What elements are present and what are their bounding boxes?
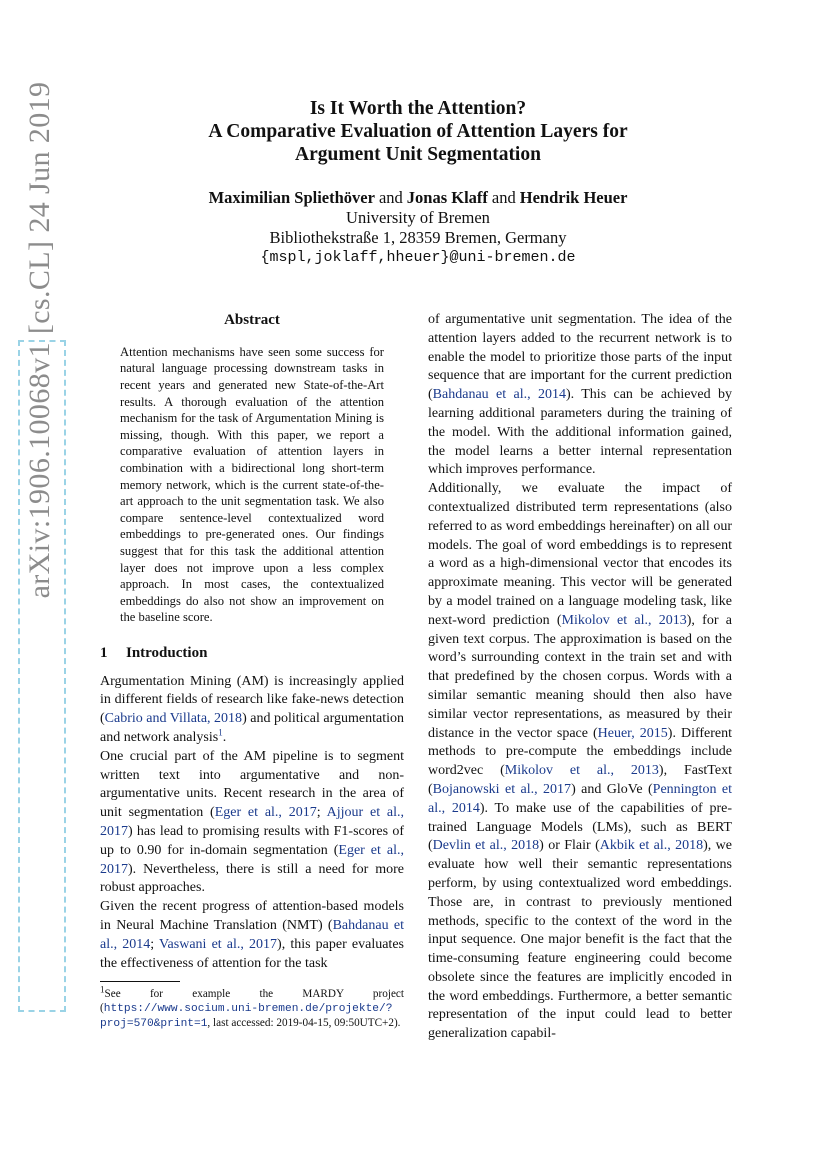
text-run: ), this paper evaluates the effectiveness of attention for the task xyxy=(100,936,404,971)
citation-link[interactable]: Bahdanau et al., 2014 xyxy=(100,918,404,952)
affiliation: University of Bremen xyxy=(346,208,490,227)
title-line-2: A Comparative Evaluation of Attention Layers for xyxy=(208,121,628,142)
text-run: Argumentation Mining (AM) is increasingly applied in different fields of research like fake-news detection ( xyxy=(100,673,404,727)
text-run: ), for a given text corpus. The approximation is based on the word’s surrounding context in the train set and with that predefined by the chosen corpus. Words with a similar semantic meaning should then also have similar vector representations, as measured by their distance in the vector space ( xyxy=(428,612,732,741)
text-run: of argumentative unit segmentation. The idea of the attention layers added to the recurrent network is to enable the model to prioritize those parts of the input sequence that are important for the current prediction ( xyxy=(428,312,732,403)
title-line-1: Is It Worth the Attention? xyxy=(309,98,527,119)
author-names xyxy=(100,188,736,208)
footnote-number: 1 xyxy=(100,984,105,995)
text-run: ) and GloVe ( xyxy=(571,781,653,797)
citation-link[interactable]: Eger et al., 2017 xyxy=(100,842,404,877)
text-run: ; xyxy=(150,936,159,952)
text-run: Additionally, we evaluate the impact of contextualized distributed term representations (also referred to as word embeddings hereinafter) on all our models. The goal of word embeddings is to represent a word as a high-dimensional vector that encodes its approximate meaning. This vector will be generated by a model trained on a language modeling task, like next-word prediction ( xyxy=(428,481,732,628)
citation-link[interactable]: Mikolov et al., 2013 xyxy=(561,612,687,628)
intro-paragraph-2 xyxy=(100,748,404,898)
left-column xyxy=(100,311,404,1031)
citation-link[interactable]: Bojanowski et al., 2017 xyxy=(432,781,572,797)
text-run: ), we evaluate how well their semantic representations perform, by using contextualized word embeddings. Those are, in contrast to previously mentioned methods, specific to the context of the word in the input sequence. One major benefit is the fact that the time-consuming feature engineering could become obsolete since the features are implicitly encoded in the word embeddings. Furthermore, a better semantic representation of the input could lead to better generalization capabil- xyxy=(428,838,732,1042)
text-run: ). Different methods to pre-compute the embeddings include word2vec ( xyxy=(428,725,733,779)
citation-link[interactable]: Eger et al., 2017 xyxy=(214,805,317,821)
author-block xyxy=(100,188,736,268)
right-paragraph-1 xyxy=(428,311,732,480)
text-run: ) or Flair ( xyxy=(539,838,600,854)
citation-link[interactable]: Cabrio and Villata, 2018 xyxy=(104,711,243,727)
title-line-3: Argument Unit Segmentation xyxy=(295,144,541,165)
arxiv-identifier: arXiv:1906.10068v1 [cs.CL] 24 Jun 2019 xyxy=(23,81,56,599)
intro-paragraph-1 xyxy=(100,673,404,748)
footnote-url-link[interactable]: https://www.socium.uni-bremen.de/projekte/?proj=570&print=1 xyxy=(100,1003,393,1031)
text-run: ). Nevertheless, there is still a need for more robust approaches. xyxy=(100,861,404,896)
citation-link[interactable]: Pennington et al., 2014 xyxy=(428,781,732,816)
text-run: ). To make use of the capabilities of pre-trained Language Models (LMs), such as BERT ( xyxy=(428,800,732,854)
intro-paragraph-3 xyxy=(100,898,404,973)
right-column xyxy=(428,311,732,1044)
text-run: Given the recent progress of attention-based models in Neural Machine Translation (NMT) ( xyxy=(100,899,404,934)
text-run: , last accessed: 2019-04-15, 09:50UTC+2). xyxy=(207,1017,401,1030)
author-3: Hendrik Heuer xyxy=(519,188,628,207)
text-run: One crucial part of the AM pipeline is to segment written text into argumentative and non-argumentative units. Recent research in the area of unit segmentation ( xyxy=(100,748,404,821)
citation-link[interactable]: Mikolov et al., 2013 xyxy=(504,763,659,779)
author-1: Maximilian Spliethöver xyxy=(208,188,375,207)
section-title: Introduction xyxy=(126,644,208,661)
text-run: ; xyxy=(316,805,327,821)
and-word: and xyxy=(378,188,403,207)
author-2: Jonas Klaff xyxy=(406,188,488,207)
citation-link[interactable]: Heuer, 2015 xyxy=(597,725,668,741)
footnote-mark[interactable]: 1 xyxy=(218,727,223,738)
text-run: ) and political argumentation and network analysis xyxy=(100,711,404,746)
author-emails: {mspl,joklaff,hheuer}@uni-bremen.de xyxy=(260,249,576,266)
abstract-heading: Abstract xyxy=(224,312,280,328)
footnote xyxy=(100,984,404,1031)
text-run: ) has lead to promising results with F1-scores of up to 0.90 for in-domain segmentation ( xyxy=(100,824,404,858)
citation-link[interactable]: Bahdanau et al., 2014 xyxy=(432,387,566,403)
paper-title xyxy=(100,97,736,166)
citation-link[interactable]: Devlin et al., 2018 xyxy=(432,838,540,854)
citation-link[interactable]: Vaswani et al., 2017 xyxy=(159,936,278,952)
address: Bibliothekstraße 1, 28359 Bremen, Germany xyxy=(269,228,567,247)
text-run: See for example the MARDY project ( xyxy=(100,988,404,1015)
section-number: 1 xyxy=(100,644,108,661)
citation-link[interactable]: Ajjour et al., 2017 xyxy=(100,805,404,840)
footnote-divider xyxy=(100,981,180,982)
right-paragraph-2 xyxy=(428,480,732,1044)
and-word: and xyxy=(491,188,516,207)
text-run: ), FastText ( xyxy=(428,763,732,797)
text-run: ). This can be achieved by learning additional parameters during the training of the model. With the additional information gained, the model learns a better internal representation which improves performance. xyxy=(428,387,732,478)
abstract-text: Attention mechanisms have seen some success for natural language processing downstream tasks in recent years and generated new State-of-the-Art results. A thorough evaluation of the attention mechanism for the task of Argumentation Mining is missing, though. With this paper, we report a comparative evaluation of attention layers in combination with a bidirectional long short-term memory network, which is the current state-of-the-art approach to the unit segmentation task. We also compare sentence-level contextualized word embeddings to pre-generated ones. Our findings suggest that for this task the additional attention layer does not improve upon a less complex approach. In most cases, the contextualized embeddings do also not show an improvement on the baseline score. xyxy=(120,344,384,625)
section-heading-introduction xyxy=(100,644,404,663)
citation-link[interactable]: Akbik et al., 2018 xyxy=(599,838,704,854)
text-run: . xyxy=(222,730,227,746)
